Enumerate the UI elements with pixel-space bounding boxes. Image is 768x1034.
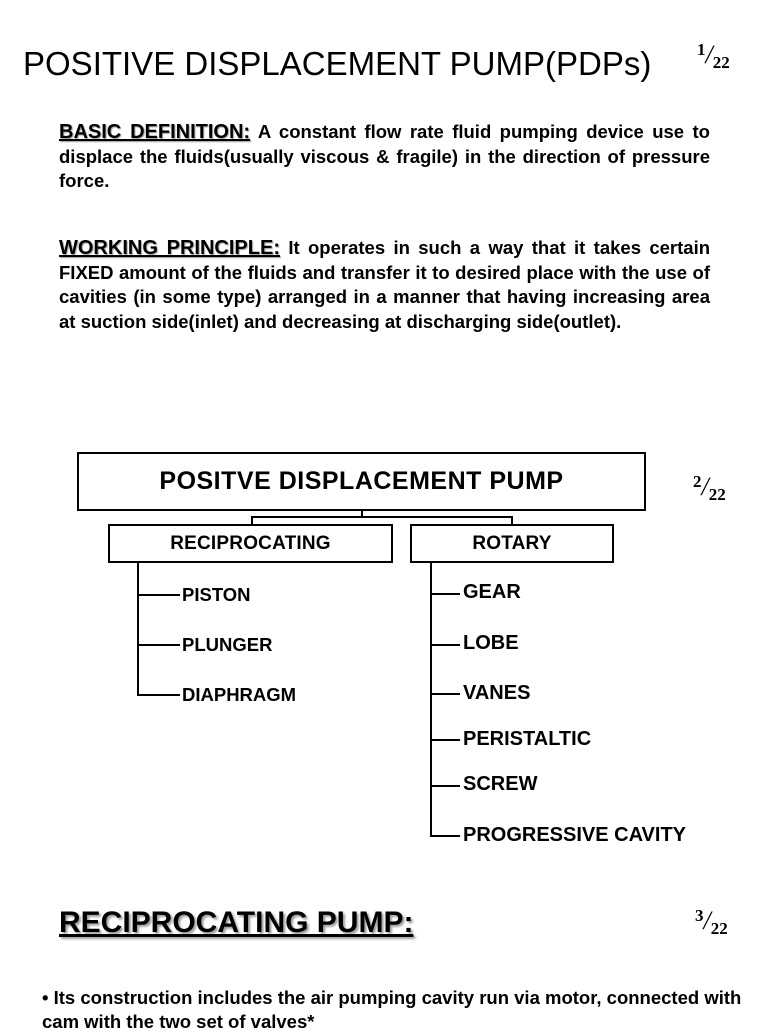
- slide1-page-number: [697, 40, 730, 73]
- leaf-progressive-cavity: PROGRESSIVE CAVITY: [463, 824, 687, 846]
- branch-tick: [430, 693, 460, 695]
- page-number-total: 22: [710, 919, 728, 938]
- slide2-page-number: [693, 472, 726, 505]
- branch-tick: [137, 694, 180, 696]
- rotary-box: ROTARY: [410, 524, 614, 563]
- page-number-slash: /: [701, 472, 709, 501]
- leaf-peristaltic: PERISTALTIC: [463, 728, 592, 750]
- working-principle-text: It operates in such a way that it takes certain FIXED amount of the fluids and transfer it to desired place with the use of cavities (in some type) arranged in a manner that having increasing area at suction side(inlet) and decreasing at discharging side(outlet).: [59, 237, 711, 332]
- branch-tick: [430, 835, 460, 837]
- branch-tick: [430, 785, 460, 787]
- leaf-piston: PISTON: [182, 584, 251, 605]
- branch-tick: [430, 644, 460, 646]
- leaf-gear: GEAR: [463, 581, 521, 603]
- leaf-plunger: PLUNGER: [182, 634, 273, 655]
- rotary-spine: [430, 563, 432, 837]
- branch-tick: [137, 594, 180, 596]
- leaf-lobe: LOBE: [463, 632, 519, 654]
- reciprocating-box: RECIPROCATING: [108, 524, 393, 563]
- basic-definition-paragraph: [59, 120, 710, 194]
- basic-definition-text: A constant flow rate fluid pumping device use to displace the fluids(usually viscous & fragile) in the direction of pressure force.: [59, 121, 710, 191]
- basic-definition-heading: BASIC DEFINITION:: [59, 121, 251, 143]
- slide3-bullet: [42, 986, 742, 1034]
- connector-branch-bar: [251, 516, 513, 518]
- slide3-bullet-text: Its construction includes the air pumping cavity run via motor, connected with cam with the two set of valves*: [42, 987, 742, 1032]
- branch-tick: [137, 644, 180, 646]
- working-principle-paragraph: [59, 236, 710, 334]
- page-number-current: 2: [693, 472, 702, 491]
- leaf-vanes: VANES: [463, 682, 531, 704]
- bullet-icon: •: [42, 987, 49, 1008]
- page-number-current: 1: [697, 40, 706, 59]
- reciprocating-spine: [137, 563, 139, 696]
- working-principle-heading: WORKING PRINCIPLE:: [59, 237, 280, 259]
- leaf-screw: SCREW: [463, 773, 538, 795]
- page-number-total: 22: [708, 485, 726, 504]
- tree-root-box: POSITVE DISPLACEMENT PUMP: [77, 452, 646, 511]
- leaf-diaphragm: DIAPHRAGM: [182, 684, 297, 705]
- page-number-current: 3: [695, 906, 704, 925]
- slide3-heading: RECIPROCATING PUMP:: [59, 906, 414, 939]
- page-number-slash: /: [705, 40, 713, 69]
- page-number-total: 22: [712, 53, 730, 72]
- branch-tick: [430, 739, 460, 741]
- branch-tick: [430, 593, 460, 595]
- slide1-title: POSITIVE DISPLACEMENT PUMP(PDPs): [23, 45, 652, 82]
- page-number-slash: /: [703, 906, 711, 935]
- slide3-page-number: [695, 906, 728, 939]
